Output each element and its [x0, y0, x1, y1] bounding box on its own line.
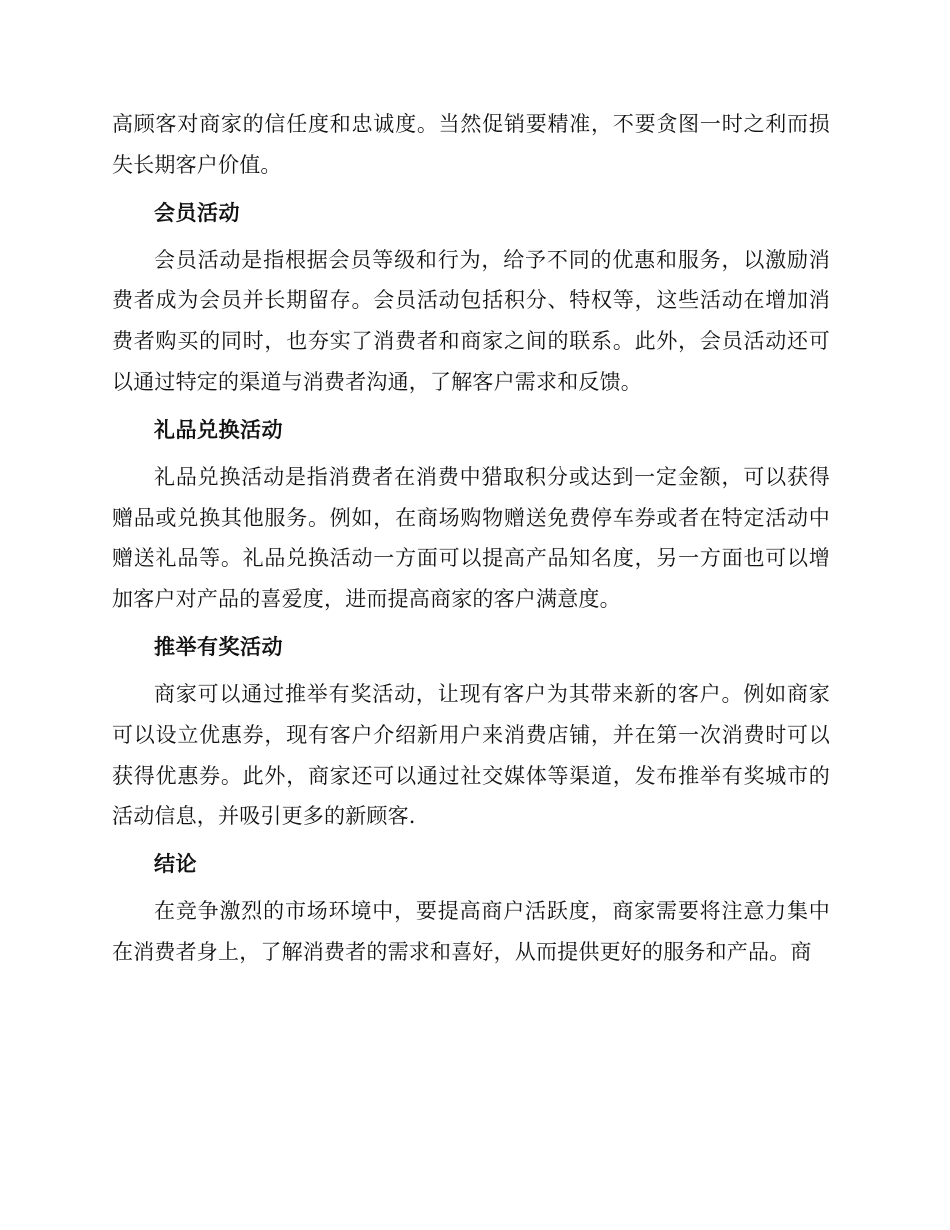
section-conclusion: [112, 849, 830, 973]
document-body: [112, 104, 830, 973]
section-heading-conclusion: 结论: [154, 852, 197, 877]
section-heading-membership: 会员活动: [154, 200, 240, 225]
section-referral-reward: [112, 632, 830, 837]
section-gift-exchange: [112, 415, 830, 620]
intro-paragraph: 高顾客对商家的信任度和忠诚度。当然促销要精准，不要贪图一时之利而损失长期客户价值。: [112, 112, 830, 177]
section-body-conclusion: 在竞争激烈的市场环境中，要提高商户活跃度，商家需要将注意力集中在消费者身上，了解消费者的需求和喜好，从而提供更好的服务和产品。商: [112, 899, 830, 964]
section-heading-referral-reward: 推举有奖活动: [154, 634, 283, 659]
section-heading-gift-exchange: 礼品兑换活动: [154, 417, 283, 442]
section-membership: [112, 198, 830, 403]
section-body-membership: 会员活动是指根据会员等级和行为，给予不同的优惠和服务，以激励消费者成为会员并长期留存。会员活动包括积分、特权等，这些活动在增加消费者购买的同时，也夯实了消费者和商家之间的联系。此外，会员活动还可以通过特定的渠道与消费者沟通，了解客户需求和反馈。: [112, 247, 830, 394]
section-body-referral-reward: 商家可以通过推举有奖活动，让现有客户为其带来新的客户。例如商家可以设立优惠券，现有客户介绍新用户来消费店铺，并在第一次消费时可以获得优惠券。此外，商家还可以通过社交媒体等渠道，发布推举有奖城市的活动信息，并吸引更多的新顾客.: [112, 681, 830, 829]
section-body-gift-exchange: 礼品兑换活动是指消费者在消费中猎取积分或达到一定金额，可以获得赠品或兑换其他服务。例如，在商场购物赠送免费停车券或者在特定活动中赠送礼品等。礼品兑换活动一方面可以提高产品知名度，另一方面也可以增加客户对产品的喜爱度，进而提高商家的客户满意度。: [112, 464, 830, 612]
